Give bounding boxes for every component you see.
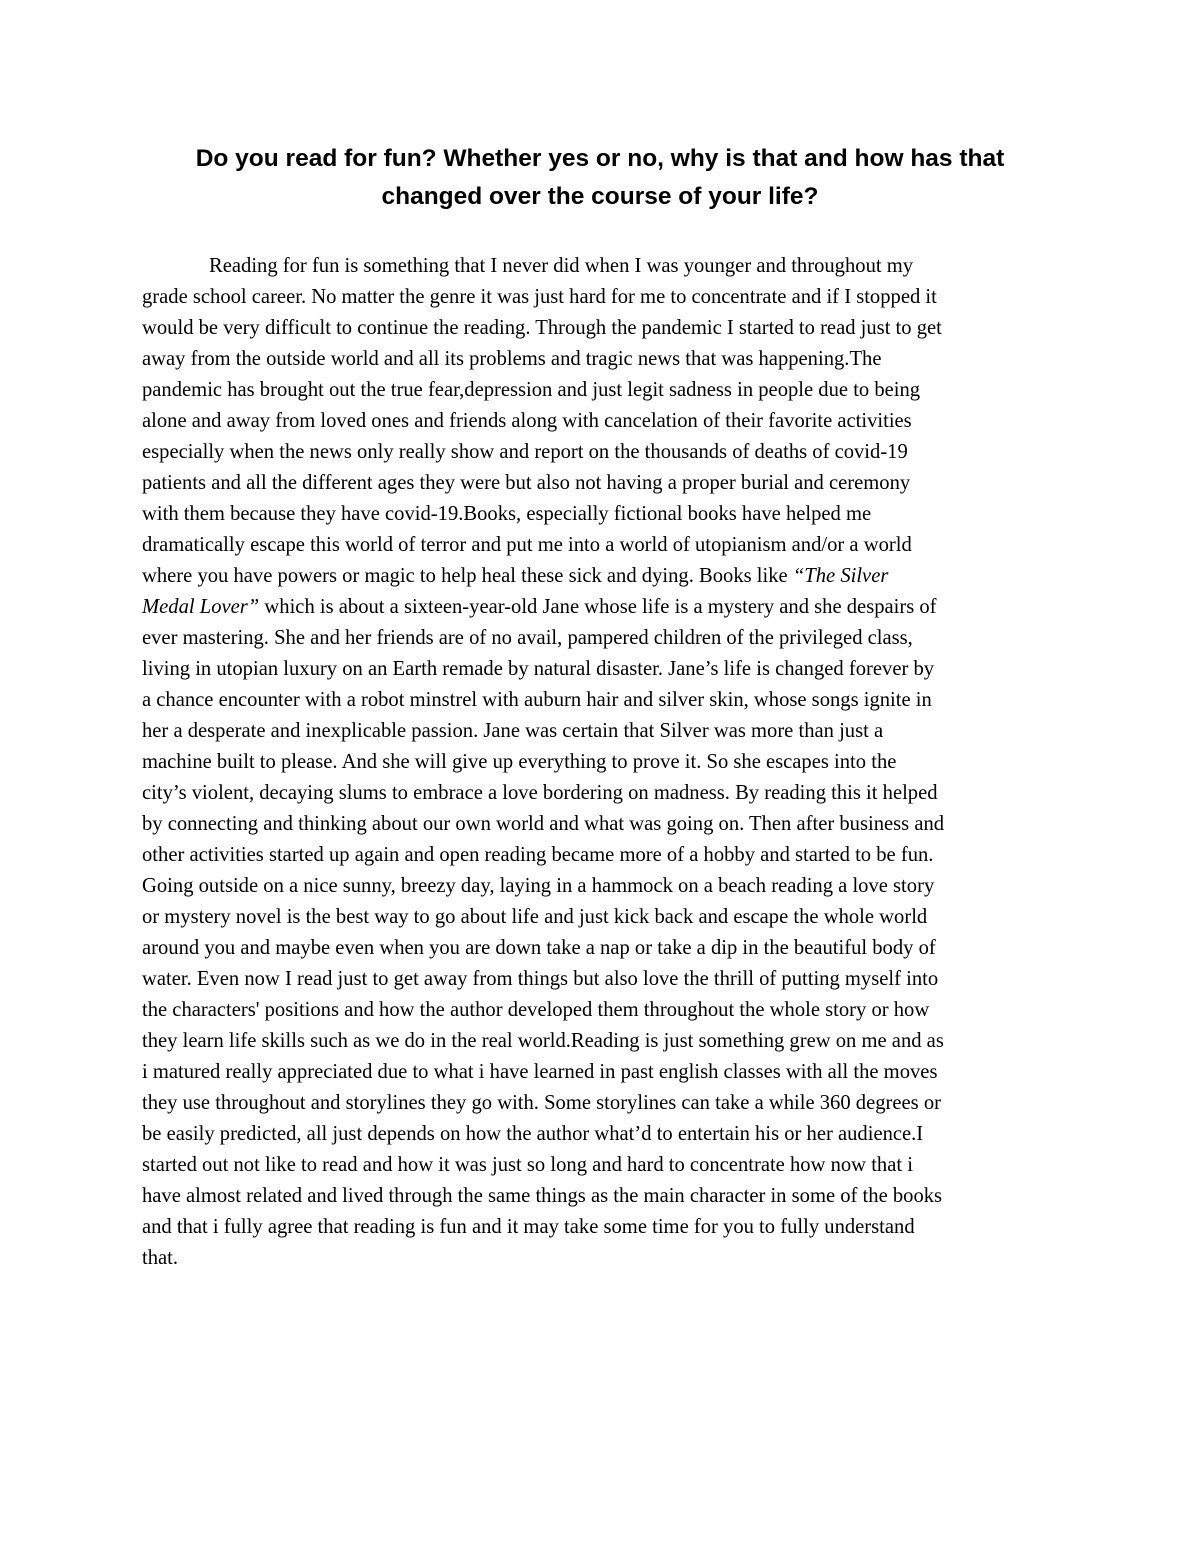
book-title: Medal Lover” xyxy=(142,596,260,618)
body-line: or mystery novel is the best way to go about life and just kick back and escape the whole world xyxy=(142,906,928,928)
body-line: her a desperate and inexplicable passion. Jane was certain that Silver was more than just a xyxy=(142,720,884,742)
body-line: i matured really appreciated due to what i have learned in past english classes with all the moves xyxy=(142,1061,938,1083)
body-line: Reading for fun is something that I never did when I was younger and throughout my xyxy=(209,255,914,277)
body-line: around you and maybe even when you are down take a nap or take a dip in the beautiful body of xyxy=(142,937,936,959)
body-line: alone and away from loved ones and friends along with cancelation of their favorite activities xyxy=(142,410,912,432)
body-line: ever mastering. She and her friends are of no avail, pampered children of the privileged class, xyxy=(142,627,913,649)
title-line: Do you read for fun? Whether yes or no, why is that and how has that xyxy=(195,145,1005,172)
book-title: “The Silver xyxy=(792,565,889,587)
body-line: and that i fully agree that reading is fun and it may take some time for you to fully understand xyxy=(142,1216,915,1238)
body-line: they use throughout and storylines they go with. Some storylines can take a while 360 degrees or xyxy=(142,1092,941,1114)
body-line: patients and all the different ages they were but also not having a proper burial and ceremony xyxy=(142,472,911,494)
body-line: started out not like to read and how it was just so long and hard to concentrate how now that i xyxy=(142,1154,913,1176)
body-line: away from the outside world and all its problems and tragic news that was happening.The xyxy=(142,348,882,370)
body-line: they learn life skills such as we do in the real world.Reading is just something grew on me and as xyxy=(142,1030,944,1052)
body-line: living in utopian luxury on an Earth remade by natural disaster. Jane’s life is changed forever by xyxy=(142,658,935,680)
body-line: pandemic has brought out the true fear,depression and just legit sadness in people due to being xyxy=(142,379,921,401)
body-line: a chance encounter with a robot minstrel with auburn hair and silver skin, whose songs ignite in xyxy=(142,689,932,711)
body-line: where you have powers or magic to help heal these sick and dying. Books like “The Silver xyxy=(142,565,889,587)
body-line: water. Even now I read just to get away from things but also love the thrill of putting myself into xyxy=(142,968,939,990)
body-line: with them because they have covid-19.Books, especially fictional books have helped me xyxy=(142,503,872,525)
body-line: grade school career. No matter the genre it was just hard for me to concentrate and if I stopped it xyxy=(142,286,937,308)
essay-body xyxy=(142,251,1062,1274)
essay-title xyxy=(120,140,1080,216)
body-line: other activities started up again and open reading became more of a hobby and started to be fun. xyxy=(142,844,934,866)
body-line: Medal Lover” which is about a sixteen-year-old Jane whose life is a mystery and she despairs of xyxy=(142,596,937,618)
title-line: changed over the course of your life? xyxy=(381,183,819,210)
body-line: that. xyxy=(142,1247,179,1269)
body-line: dramatically escape this world of terror and put me into a world of utopianism and/or a world xyxy=(142,534,912,556)
body-line: would be very difficult to continue the reading. Through the pandemic I started to read just to get xyxy=(142,317,942,339)
body-line: by connecting and thinking about our own world and what was going on. Then after business and xyxy=(142,813,945,835)
body-line: the characters' positions and how the author developed them throughout the whole story or how xyxy=(142,999,930,1021)
body-line: city’s violent, decaying slums to embrace a love bordering on madness. By reading this it helped xyxy=(142,782,938,804)
body-line: be easily predicted, all just depends on how the author what’d to entertain his or her audience.I xyxy=(142,1123,924,1145)
body-line: have almost related and lived through the same things as the main character in some of the books xyxy=(142,1185,943,1207)
body-line: especially when the news only really show and report on the thousands of deaths of covid-19 xyxy=(142,441,908,463)
body-line: Going outside on a nice sunny, breezy day, laying in a hammock on a beach reading a love story xyxy=(142,875,935,897)
body-line: machine built to please. And she will give up everything to prove it. So she escapes into the xyxy=(142,751,897,773)
